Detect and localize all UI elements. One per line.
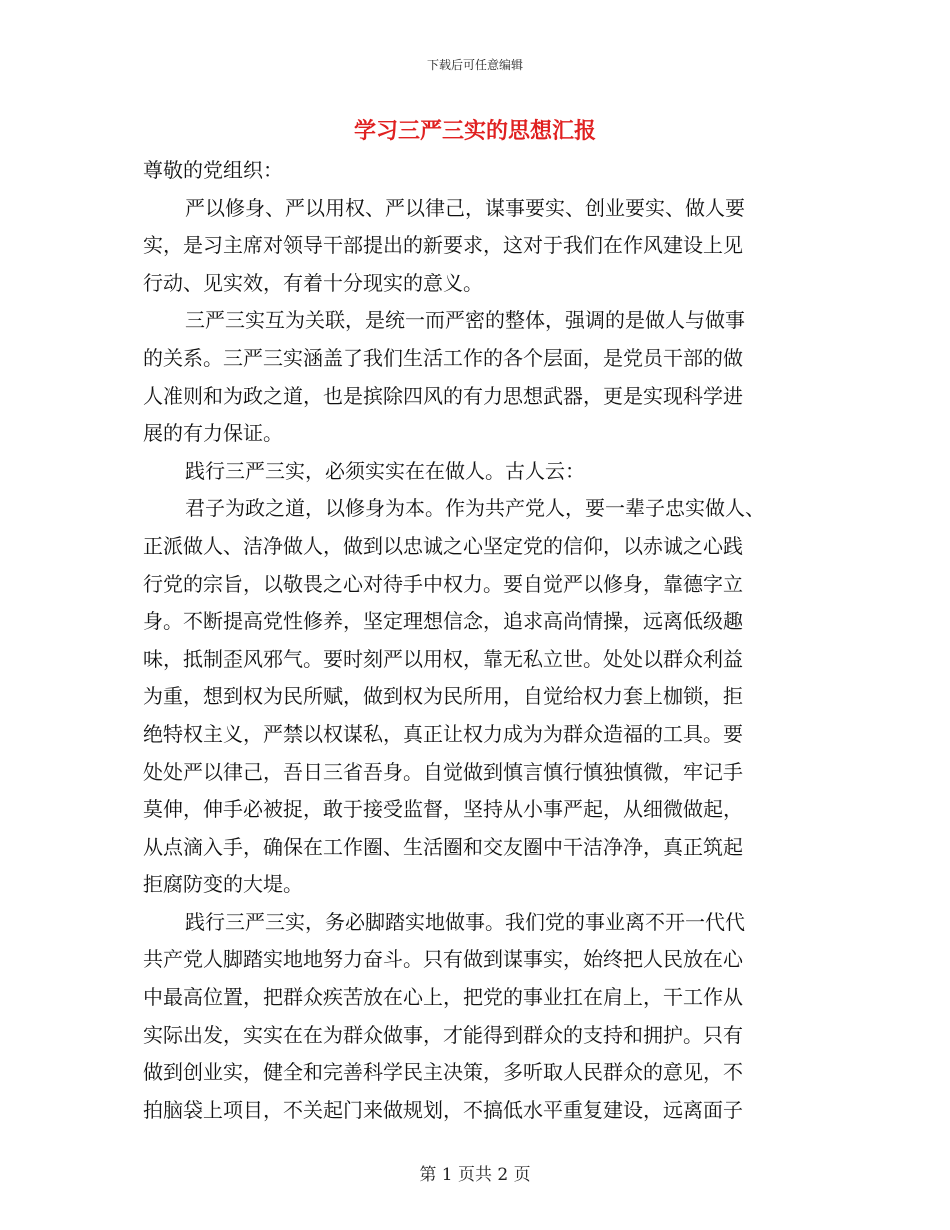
header-note: 下载后可任意编辑 bbox=[426, 58, 523, 72]
paragraph-line: 严以修身、严以用权、严以律己，谋事要实、创业要实、做人要 bbox=[185, 195, 745, 220]
paragraph-line: 味，抵制歪风邪气。要时刻严以用权，靠无私立世。处处以群众利益 bbox=[143, 646, 743, 671]
paragraph-line: 做到创业实，健全和完善科学民主决策，多听取人民群众的意见，不 bbox=[143, 1060, 743, 1085]
document-body bbox=[143, 152, 815, 1129]
paragraph bbox=[143, 190, 815, 303]
paragraph-line: 行党的宗旨，以敬畏之心对待手中权力。要自觉严以修身，靠德字立 bbox=[143, 571, 743, 596]
paragraph-line: 实，是习主席对领导干部提出的新要求，这对于我们在作风建设上见 bbox=[143, 233, 743, 258]
paragraph-line: 行动、见实效，有着十分现实的意义。 bbox=[143, 270, 483, 295]
paragraph-line: 身。不断提高党性修养，坚定理想信念，追求高尚情操，远离低级趣 bbox=[143, 609, 743, 634]
paragraph-line: 实际出发，实实在在为群众做事，才能得到群众的支持和拥护。只有 bbox=[143, 1022, 743, 1047]
paragraph-line: 为重，想到权为民所赋，做到权为民所用，自觉给权力套上枷锁，拒 bbox=[143, 684, 743, 709]
paragraph bbox=[143, 904, 815, 1130]
paragraph-line: 处处严以律己，吾日三省吾身。自觉做到慎言慎行慎独慎微，牢记手 bbox=[143, 759, 743, 784]
paragraph-line: 人准则和为政之道，也是摈除四风的有力思想武器，更是实现科学进 bbox=[143, 383, 743, 408]
paragraph-line: 践行三严三实，必须实实在在做人。古人云： bbox=[185, 458, 585, 483]
salutation: 尊敬的党组织： bbox=[143, 158, 283, 182]
paragraph-line: 的关系。三严三实涵盖了我们生活工作的各个层面，是党员干部的做 bbox=[143, 345, 743, 370]
paragraph-line: 莫伸，伸手必被捉，敢于接受监督，坚持从小事严起，从细微做起， bbox=[143, 797, 743, 822]
paragraph bbox=[143, 453, 815, 491]
paragraph-line: 绝特权主义，严禁以权谋私，真正让权力成为为群众造福的工具。要 bbox=[143, 721, 743, 746]
paragraph-line: 展的有力保证。 bbox=[143, 421, 283, 446]
paragraph-line: 中最高位置，把群众疾苦放在心上，把党的事业扛在肩上，干工作从 bbox=[143, 985, 743, 1010]
paragraph-line: 君子为政之道，以修身为本。作为共产党人，要一辈子忠实做人、 bbox=[185, 496, 765, 521]
paragraph-line: 从点滴入手，确保在工作圈、生活圈和交友圈中干洁净净，真正筑起 bbox=[143, 834, 743, 859]
page-number: 第 1 页共 2 页 bbox=[419, 1165, 531, 1185]
paragraph bbox=[143, 302, 815, 452]
paragraph bbox=[143, 490, 815, 904]
paragraph-line: 共产党人脚踏实地地努力奋斗。只有做到谋事实，始终把人民放在心 bbox=[143, 947, 743, 972]
paragraph-line: 拍脑袋上项目，不关起门来做规划，不搞低水平重复建设，远离面子 bbox=[143, 1097, 743, 1122]
paragraph-line: 践行三严三实，务必脚踏实地做事。我们党的事业离不开一代代 bbox=[185, 909, 745, 934]
document-title: 学习三严三实的思想汇报 bbox=[353, 119, 596, 144]
paragraph-line: 正派做人、洁净做人，做到以忠诚之心坚定党的信仰，以赤诚之心践 bbox=[143, 533, 743, 558]
paragraph-line: 拒腐防变的大堤。 bbox=[143, 872, 303, 897]
paragraph-line: 三严三实互为关联，是统一而严密的整体，强调的是做人与做事 bbox=[185, 308, 745, 333]
